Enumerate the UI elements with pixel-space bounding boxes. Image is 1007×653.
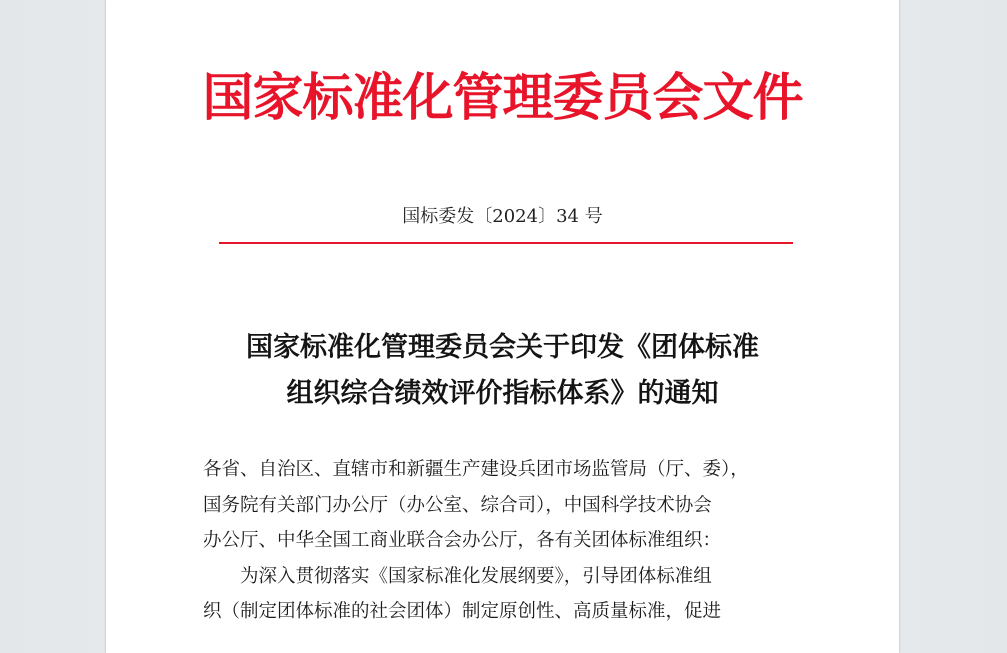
title-line: 组织综合绩效评价指标体系》的通知 bbox=[286, 378, 719, 409]
body-line: 为深入贯彻落实《国家标准化发展纲要》，引导团体标准组 bbox=[240, 565, 712, 587]
document-number: 国标委发〔2024〕34 号 bbox=[402, 206, 603, 227]
document-title bbox=[106, 325, 899, 417]
document-page[interactable] bbox=[106, 0, 899, 653]
header-divider bbox=[219, 242, 793, 244]
body-line: 国务院有关部门办公厅（办公室、综合司），中国科学技术协会 bbox=[203, 494, 712, 516]
body-line: 各省、自治区、直辖市和新疆生产建设兵团市场监管局（厅、委）， bbox=[203, 459, 749, 480]
document-issuer-header: 国家标准化管理委员会文件 bbox=[202, 68, 803, 128]
body-line: 办公厅、中华全国工商业联合会办公厅，各有关团体标准组织： bbox=[203, 530, 722, 551]
title-line: 国家标准化管理委员会关于印发《团体标准 bbox=[246, 332, 759, 363]
document-body bbox=[203, 452, 803, 630]
body-line: 织（制定团体标准的社会团体）制定原创性、高质量标准，促进 bbox=[203, 601, 722, 622]
